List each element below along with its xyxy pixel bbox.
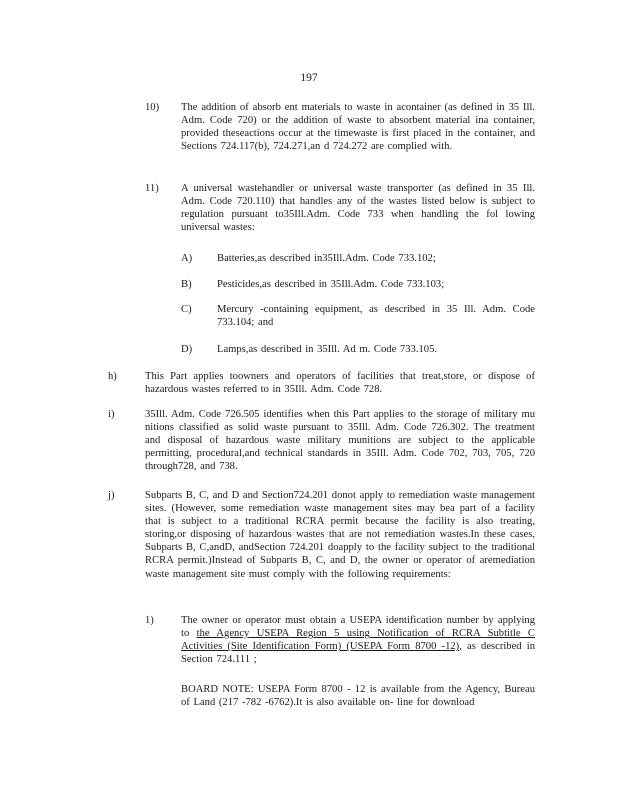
item-text: The addition of absorb ent materials to waste in acontainer (as defined in 35 Ill. Adm. Code 720) or the addition of waste to absorbent material ina container, provided theseactions occur at the timewaste is first placed in the container, and Sections 724.117(b), 724.271,an d 724.272 are complied with.	[181, 102, 535, 153]
item-marker: h)	[108, 371, 117, 382]
item-text-before: The owner or operator must obtain a USEPA identification number by applying to	[181, 615, 535, 640]
item-marker: C)	[181, 304, 192, 315]
item-marker: B)	[181, 279, 192, 290]
page-number: 197	[300, 72, 318, 84]
item-marker: 11)	[145, 183, 159, 194]
item-marker: 1)	[145, 615, 154, 626]
item-text: 35Ill. Adm. Code 726.505 identifies when this Part applies to the storage of military mu nitions classified as solid waste pursuant to 35Ill. Adm. Code 726.302. The treatment and disposal of hazardous waste military munitions are subject to the applicable permitting, procedural,and technical standards in 35Ill. Adm. Code 702, 703, 705, 720 through728, and 738.	[145, 409, 535, 473]
item-marker: i)	[108, 409, 115, 420]
item-text: Batteries,as described in35Ill.Adm. Code 733.102;	[217, 253, 436, 264]
item-text: Pesticides,as described in 35Ill.Adm. Code 733.103;	[217, 279, 445, 290]
item-text: Lamps,as described in 35Ill. Ad m. Code 733.105.	[217, 344, 438, 355]
item-text	[181, 614, 535, 666]
item-marker: 10)	[145, 102, 160, 113]
item-text-after: , as described in Section 724.111 ;	[181, 641, 536, 666]
item-text: This Part applies toowners and operators of facilities that treat,store, or dispose of hazardous wastes referred to in 35Ill. Adm. Code 728.	[145, 371, 535, 396]
item-marker: A)	[181, 253, 193, 264]
item-text: Mercury -containing equipment, as described in 35 Ill. Adm. Code 733.104; and	[217, 304, 535, 329]
item-text-underlined: the Agency USEPA Region 5 using Notification of RCRA Subtitle C Activities (Site Identification Form) (USEPA Form 8700 -12)	[181, 628, 535, 653]
item-text: A universal wastehandler or universal waste transporter (as defined in 35 Ill. Adm. Code 720.110) that handles any of the wastes listed below is subject to regulation pursuant to35Ill.Adm. Code 733 when handling the fol lowing universal wastes:	[181, 183, 535, 234]
board-note: BOARD NOTE: USEPA Form 8700 - 12 is available from the Agency, Bureau of Land (217 -782 -6762).It is also available on- line for download	[181, 684, 535, 709]
item-text: Subparts B, C, and D and Section724.201 donot apply to remediation waste management sites. (However, some remediation waste management sites may bea part of a facility that is subject to a traditional RCRA permit because the facility is also treating, storing,or disposing of hazardous wastes that are not remediation wastes.In these cases, Subparts B, C,andD, andSection 724.201 doapply to the facility subject to the traditional RCRA permit.)Instead of Subparts B, C, and D, the owner or operator of aremediation waste management site must comply with the following requirements:	[145, 490, 535, 580]
item-marker: j)	[108, 490, 115, 501]
item-marker: D)	[181, 344, 193, 355]
